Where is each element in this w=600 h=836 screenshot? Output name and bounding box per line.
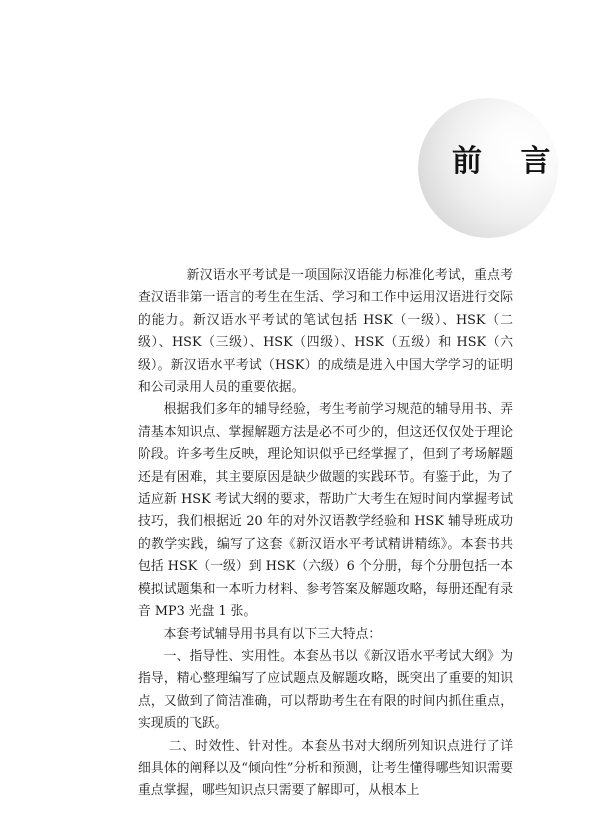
paragraph-intro: 新汉语水平考试是一项国际汉语能力标准化考试，重点考查汉语非第一语言的考生在生活、学习和工作中运用汉语进行交际的能力。新汉语水平考试的笔试包括 HSK（一级）、HSK（二级）、HSK（三级）、HSK（四级）、HSK（五级）和 HSK（六级）。新汉语水平考试（HSK）的成绩是进入中国大学学习的证明和公司录用人员的重要依据。 — [138, 268, 513, 396]
preface-body — [138, 265, 513, 803]
paragraph-background: 根据我们多年的辅导经验，考生考前学习规范的辅导用书、弄清基本知识点、掌握解题方法是必不可少的，但这还仅仅处于理论阶段。许多考生反映，理论知识似乎已经掌握了，但到了考场解题还是有困难，其主要原因是缺少做题的实践环节。有鉴于此，为了适应新 HSK 考试大纲的要求，帮助广大考生在短时间内掌握考试技巧，我们根据近 20 年的对外汉语教学经验和 HSK 辅导班成功的教学实践，编写了这套《新汉语水平考试精讲精练》。本套书共包括 HSK（一级）到 HSK（六级）6 个分册，每个分册包括一本模拟试题集和一本听力材料、参考答案及解题攻略，每册还配有录音 MP3 光盘 1 张。 — [138, 402, 513, 620]
paragraph-feature-1: 一、指导性、实用性。本套丛书以《新汉语水平考试大纲》为指导，精心整理编写了应试题点及解题攻略，既突出了重要的知识点，又做到了简洁准确，可以帮助考生在有限的时间内抓住重点，实现质的飞跃。 — [138, 648, 513, 732]
paragraph-features-intro: 本套考试辅导用书具有以下三大特点： — [163, 626, 382, 642]
paragraph-feature-2: 二、时效性、针对性。本套丛书对大纲所列知识点进行了详细具体的阐释以及“倾向性”分析和预测，让考生懂得哪些知识需要重点掌握，哪些知识点只需要了解即可，从根本上 — [138, 738, 513, 799]
page-title: 前 言 — [452, 144, 565, 179]
